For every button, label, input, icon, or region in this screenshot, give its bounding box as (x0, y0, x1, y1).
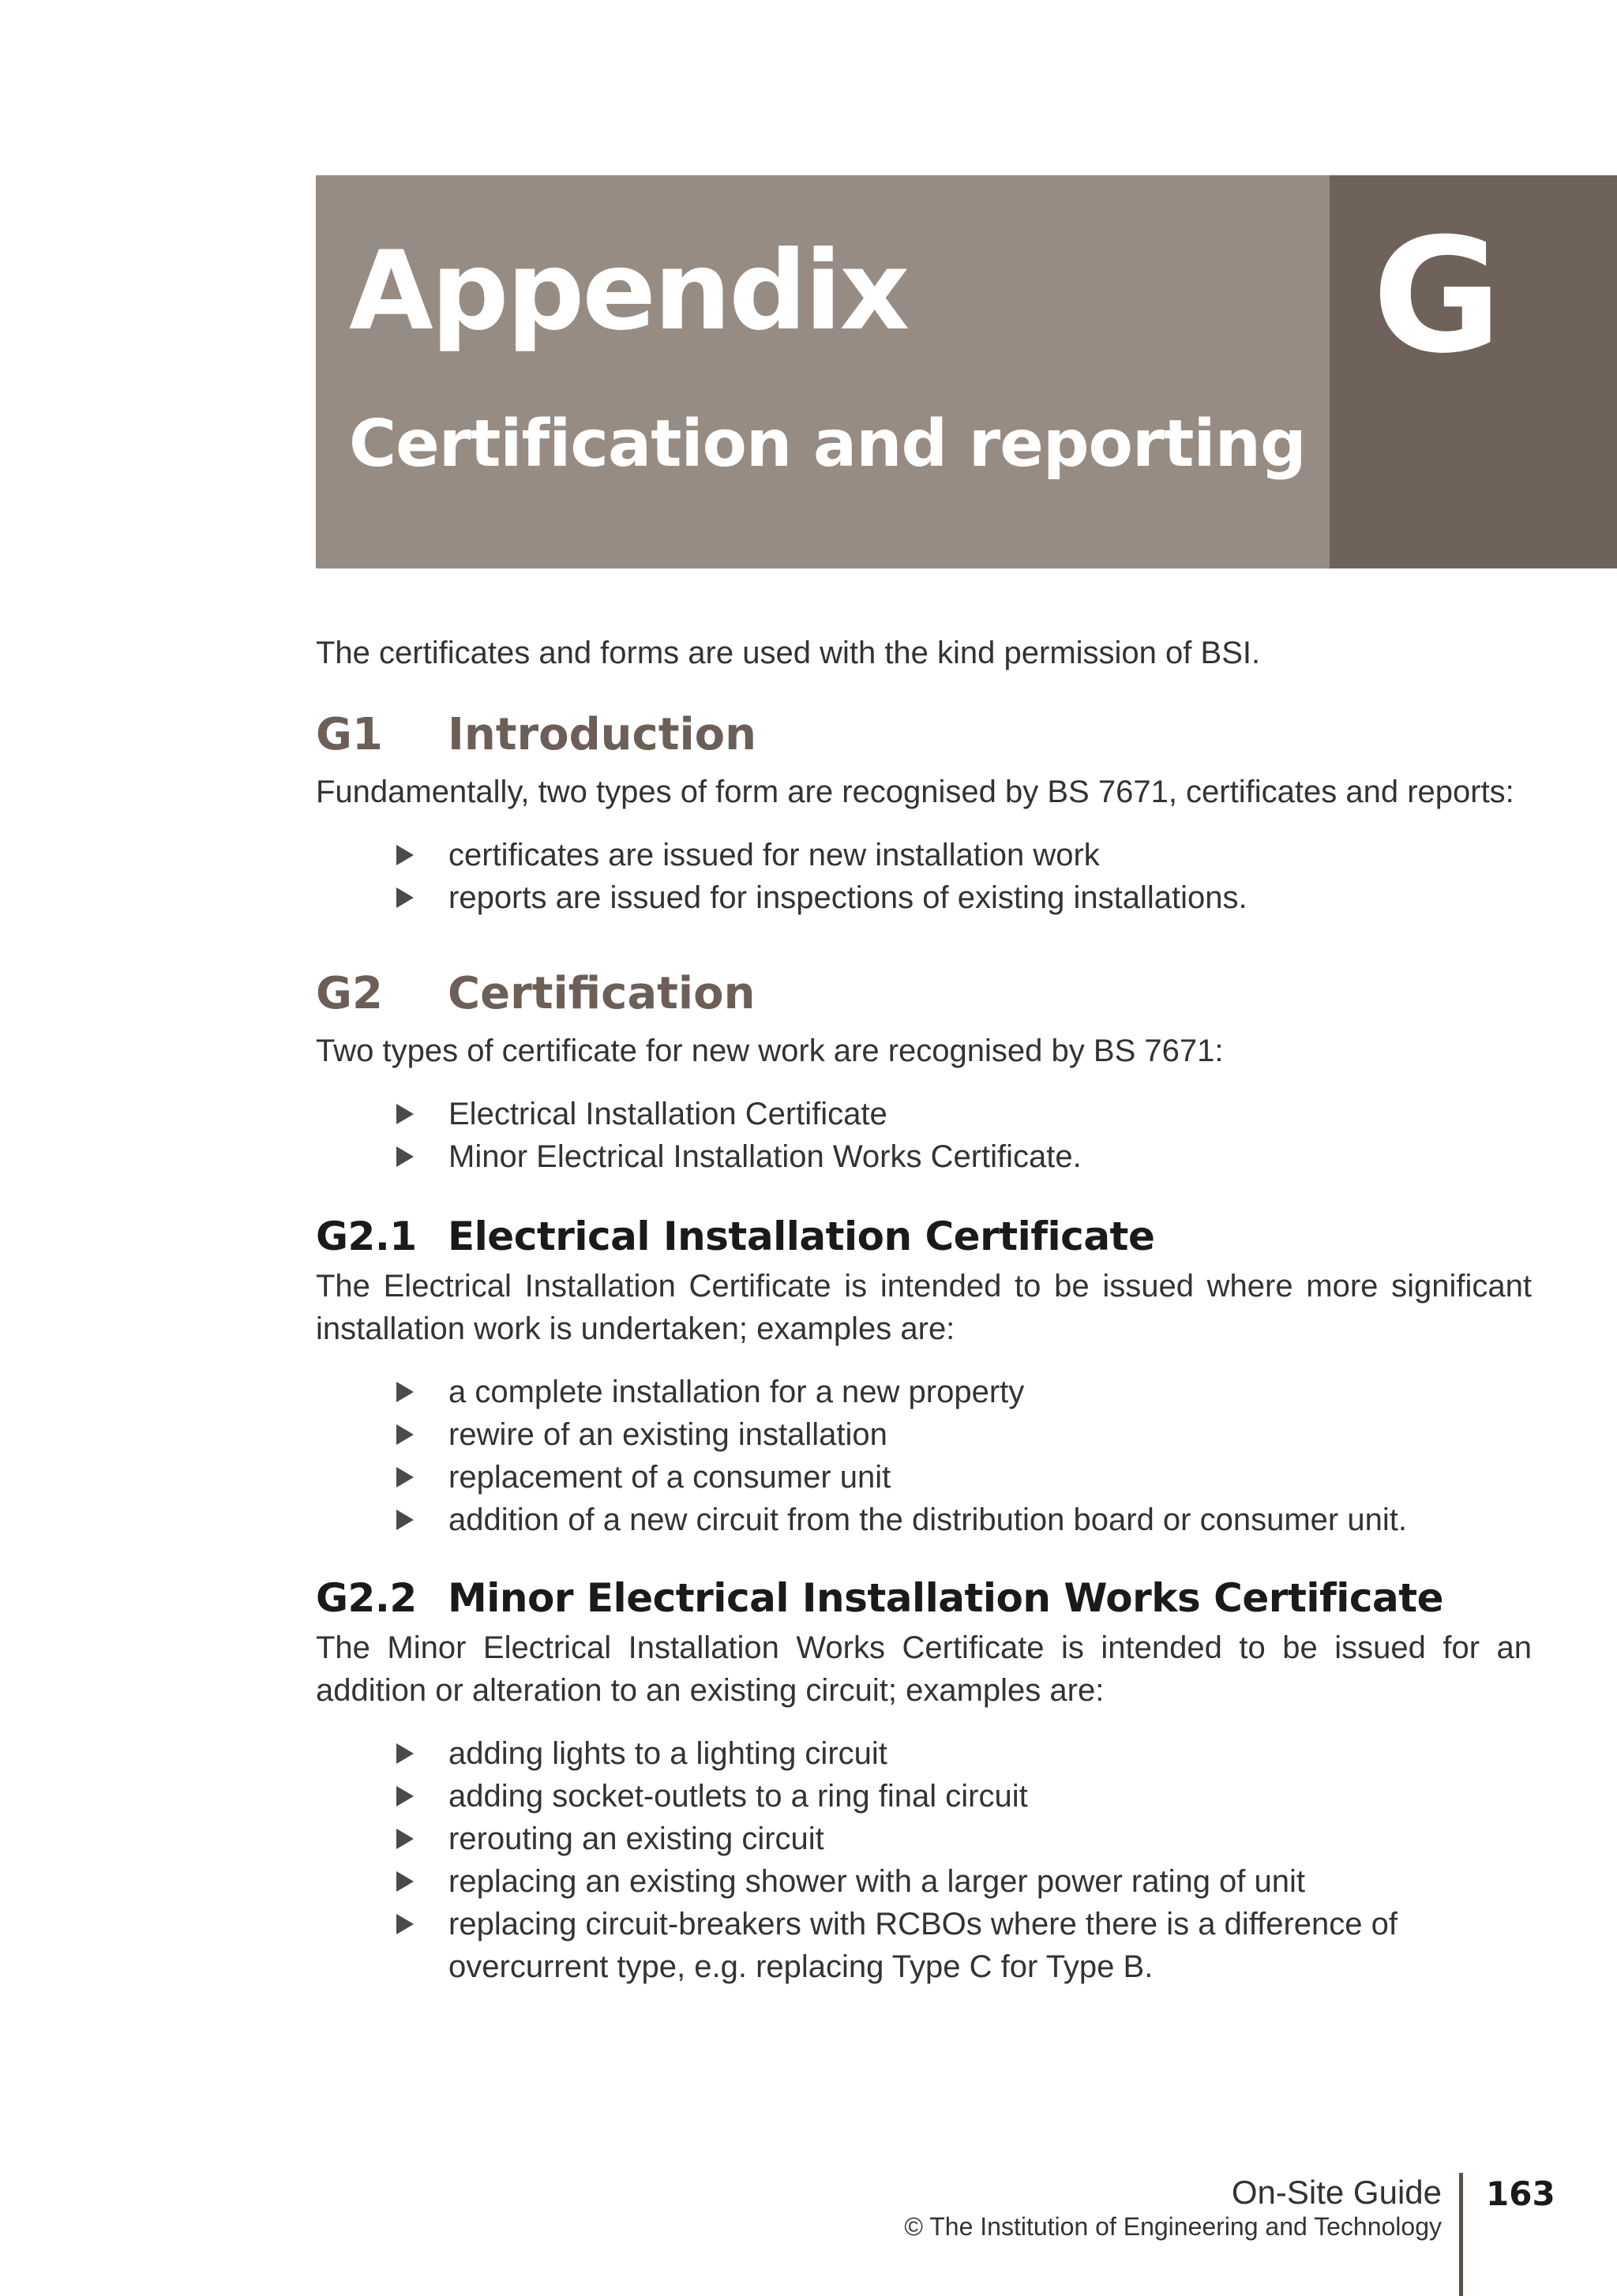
section-lead-g2-1: The Electrical Installation Certificate is intended to be issued where more significant installation work is undertaken; examples are: (316, 1269, 1532, 1346)
banner-letter-panel (1330, 175, 1617, 568)
bullet-arrow-icon (396, 1467, 414, 1488)
intro-note: The certificates and forms are used with the kind permission of BSI. (316, 636, 1261, 670)
appendix-banner (316, 175, 1617, 568)
bullet-arrow-icon (396, 1146, 414, 1167)
list-item: reports are issued for inspections of existing installations. (396, 876, 1532, 919)
list-item: a complete installation for a new property (396, 1371, 1532, 1413)
bullet-list-g2-2 (316, 1732, 1532, 1988)
list-item: replacing an existing shower with a larger power rating of unit (396, 1860, 1532, 1903)
section-number: G2.2 (316, 1575, 417, 1621)
bullet-list-g2-1 (316, 1371, 1532, 1541)
page-content (316, 632, 1532, 1988)
bullet-arrow-icon (396, 1424, 414, 1445)
section-number: G1 (316, 709, 383, 760)
list-item: adding socket-outlets to a ring final circuit (396, 1775, 1532, 1818)
footer-divider (1459, 2173, 1463, 2296)
footer-copyright: © The Institution of Engineering and Technology (904, 2212, 1442, 2241)
section-title: Electrical Installation Certificate (448, 1214, 1155, 1259)
section-heading-g2-2 (316, 1573, 1532, 1623)
bullet-arrow-icon (396, 887, 414, 908)
section-lead-g1: Fundamentally, two types of form are recognised by BS 7671, certificates and reports: (316, 775, 1514, 809)
section-heading-g1 (316, 707, 1532, 763)
section-number: G2.1 (316, 1214, 417, 1259)
bullet-arrow-icon (396, 845, 414, 865)
appendix-subtitle: Certification and reporting (349, 407, 1306, 482)
list-item: rewire of an existing installation (396, 1413, 1532, 1456)
page-number: 163 (1486, 2174, 1555, 2213)
list-item: Minor Electrical Installation Works Certificate. (396, 1135, 1532, 1178)
list-item: replacement of a consumer unit (396, 1456, 1532, 1499)
banner-title-panel (316, 175, 1330, 568)
section-heading-g2 (316, 966, 1532, 1022)
bullet-arrow-icon (396, 1743, 414, 1764)
section-title: Minor Electrical Installation Works Certificate (448, 1575, 1444, 1621)
footer-guide-title: On-Site Guide (1231, 2174, 1442, 2211)
bullet-arrow-icon (396, 1786, 414, 1806)
bullet-arrow-icon (396, 1871, 414, 1892)
list-item: addition of a new circuit from the distribution board or consumer unit. (396, 1499, 1532, 1541)
list-item: rerouting an existing circuit (396, 1818, 1532, 1860)
section-lead-g2: Two types of certificate for new work are recognised by BS 7671: (316, 1034, 1224, 1068)
bullet-arrow-icon (396, 1510, 414, 1530)
bullet-list-g2 (316, 1093, 1532, 1178)
section-number: G2 (316, 968, 383, 1019)
section-title: Certification (448, 968, 756, 1019)
bullet-list-g1 (316, 834, 1532, 919)
list-item: certificates are issued for new installation work (396, 834, 1532, 876)
list-item: replacing circuit-breakers with RCBOs where there is a difference of overcurrent type, e.g. replacing Type C for Type B. (396, 1903, 1532, 1988)
section-heading-g2-1 (316, 1211, 1532, 1262)
section-title: Introduction (448, 709, 757, 760)
bullet-arrow-icon (396, 1104, 414, 1124)
appendix-title: Appendix (349, 227, 908, 355)
list-item: Electrical Installation Certificate (396, 1093, 1532, 1135)
section-lead-g2-2: The Minor Electrical Installation Works Certificate is intended to be issued for an addition or alteration to an existing circuit; examples are: (316, 1630, 1532, 1708)
appendix-letter: G (1372, 204, 1503, 388)
bullet-arrow-icon (396, 1914, 414, 1934)
bullet-arrow-icon (396, 1829, 414, 1849)
list-item: adding lights to a lighting circuit (396, 1732, 1532, 1775)
bullet-arrow-icon (396, 1382, 414, 1402)
